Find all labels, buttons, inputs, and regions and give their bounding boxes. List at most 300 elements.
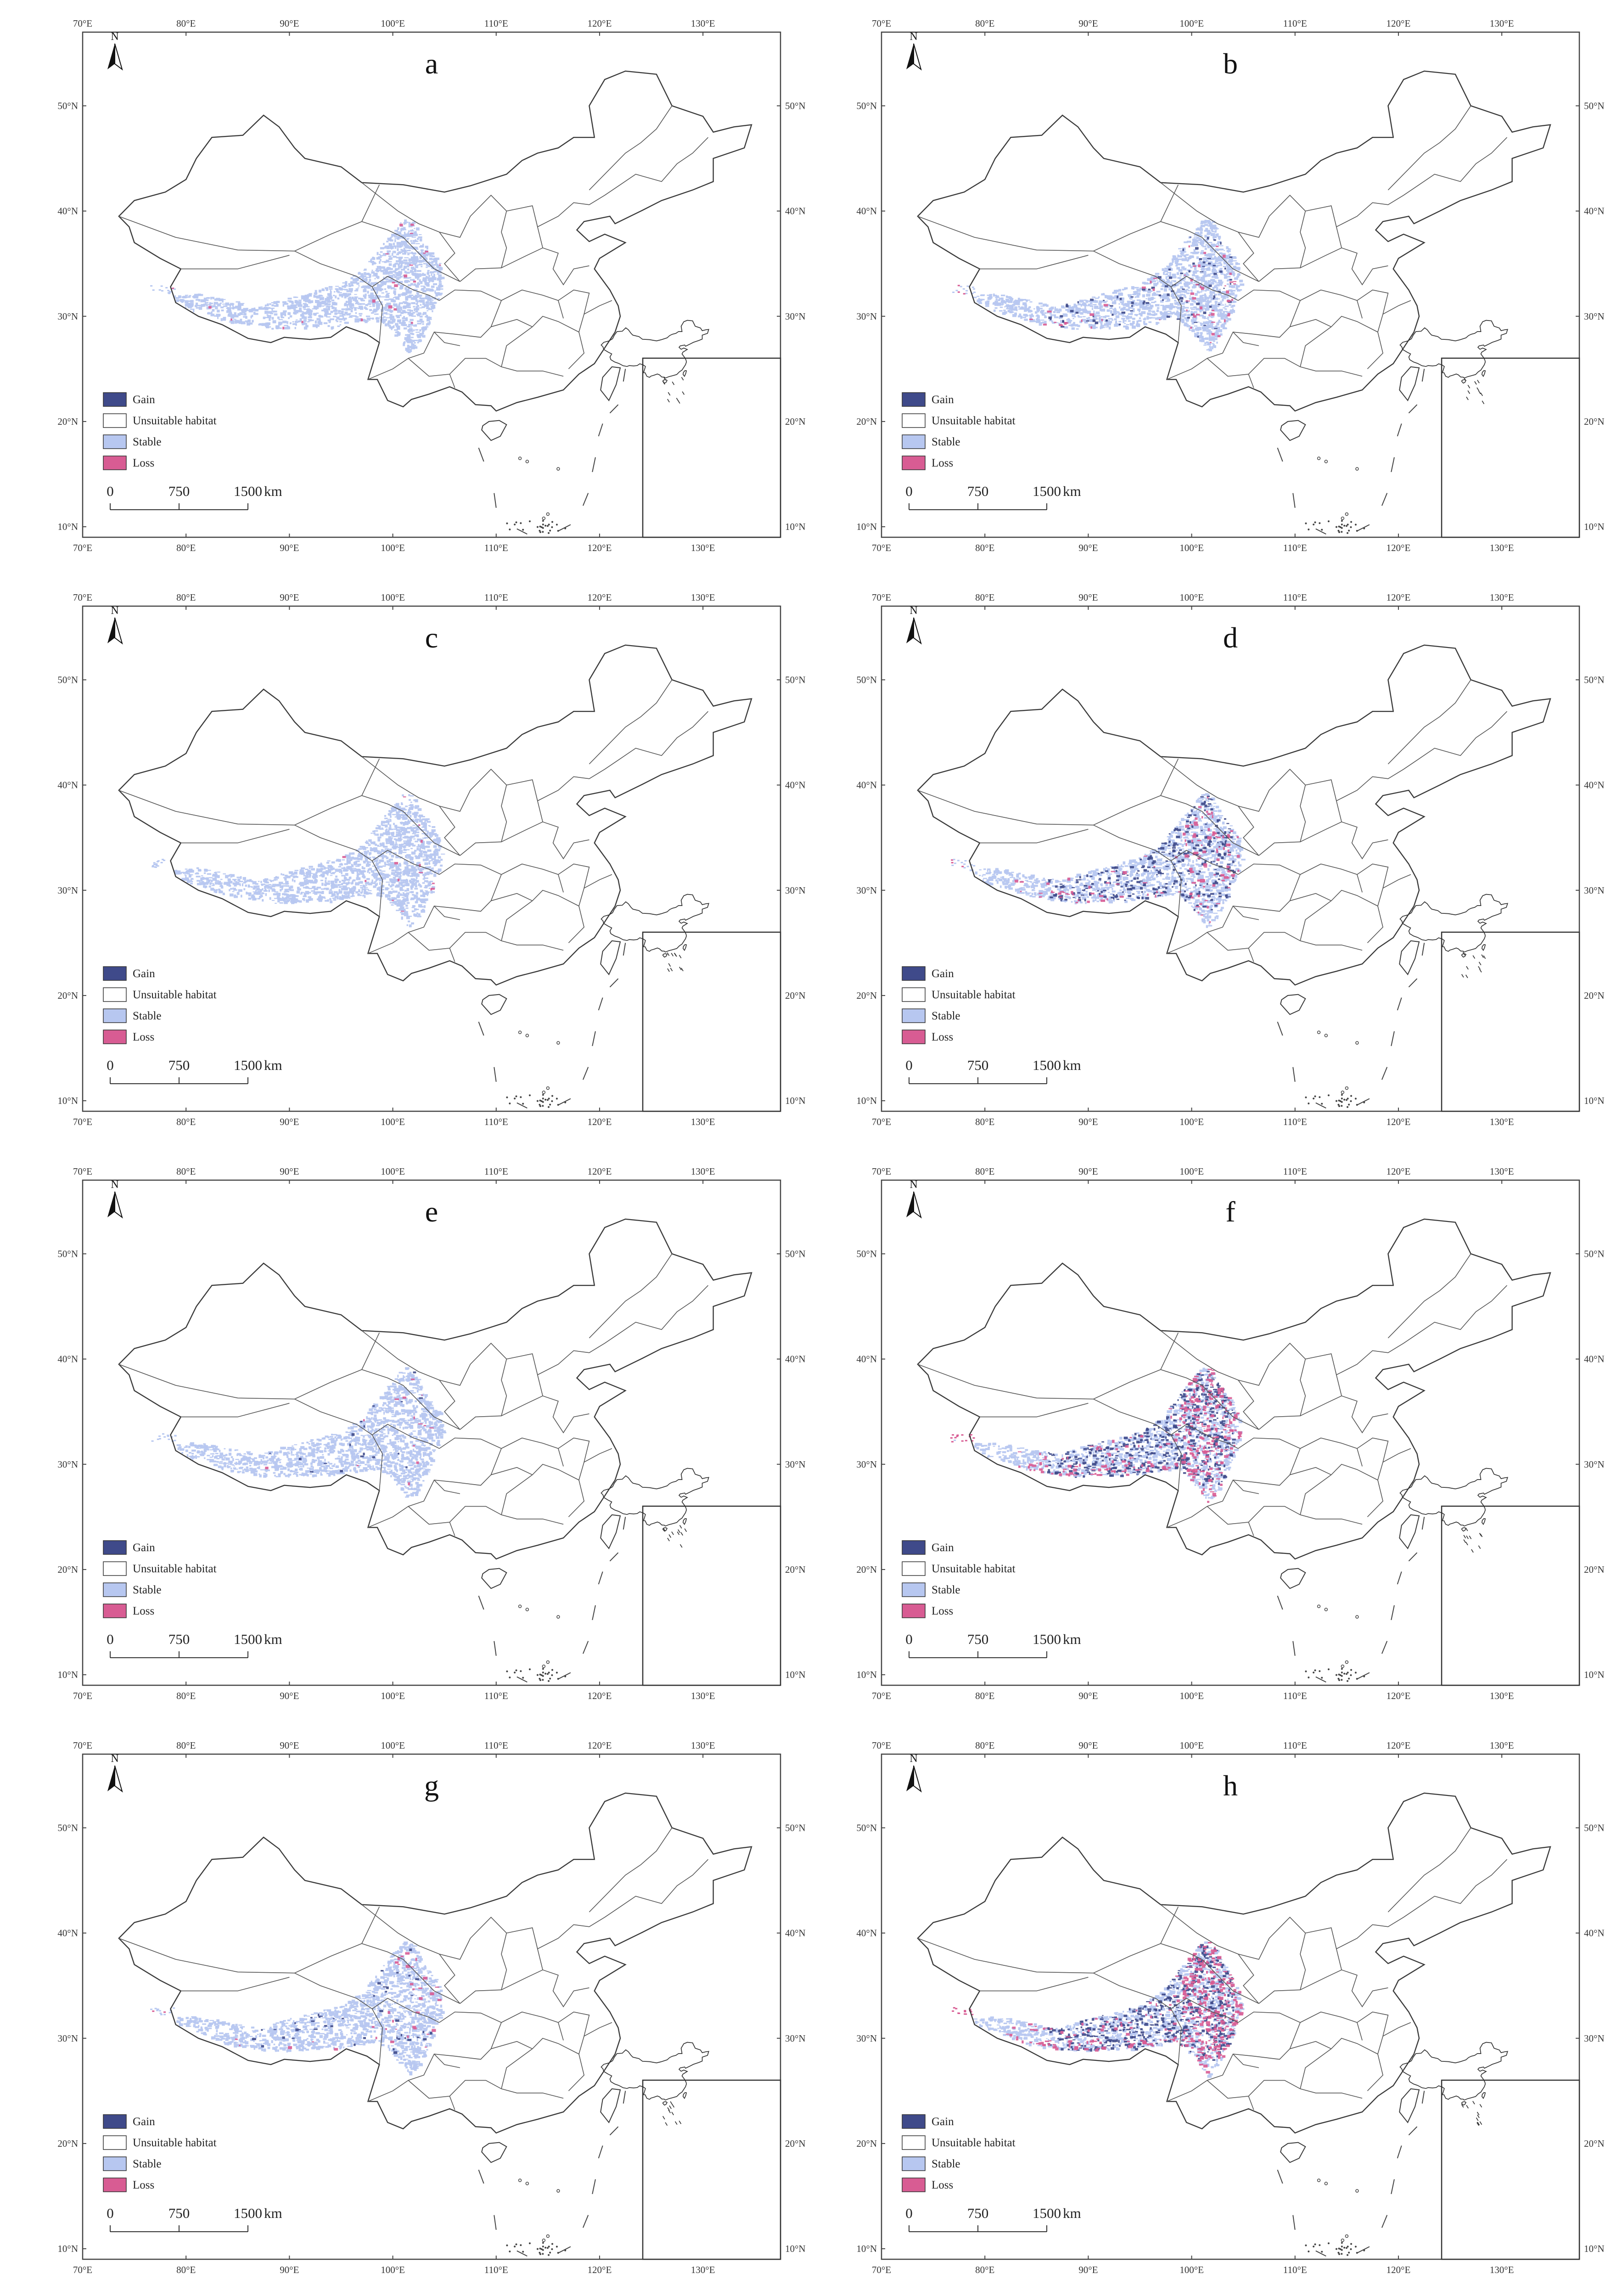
stable-cell	[229, 321, 231, 322]
stable-cell	[344, 303, 347, 305]
stable-cell	[379, 254, 381, 255]
x-tick-label-top: 110°E	[484, 592, 508, 603]
stable-cell	[415, 329, 418, 331]
stable-cell	[395, 332, 398, 333]
stable-cell	[343, 318, 345, 321]
stable-cell	[1218, 280, 1221, 281]
stable-cell	[367, 850, 369, 853]
stable-cell	[1031, 310, 1033, 312]
stable-cell	[1204, 235, 1207, 237]
stable-cell	[1235, 262, 1238, 265]
stable-cell	[196, 307, 199, 309]
stable-cell	[285, 881, 289, 883]
stable-cell	[373, 885, 376, 888]
stable-cell	[402, 794, 404, 796]
stable-cell	[1130, 316, 1132, 319]
stable-cell	[412, 253, 416, 254]
stable-cell	[1219, 245, 1223, 246]
stable-cell	[1020, 318, 1022, 319]
stable-cell	[1176, 284, 1179, 286]
stable-cell	[229, 874, 230, 877]
stable-cell	[376, 257, 381, 260]
stable-cell	[421, 286, 425, 287]
stable-cell	[1166, 306, 1169, 308]
stable-cell	[317, 325, 320, 327]
stable-cell	[1172, 297, 1174, 299]
stable-cell	[271, 302, 274, 303]
gain-cell	[1086, 321, 1089, 322]
stable-cell	[1123, 307, 1126, 309]
stable-cell	[249, 309, 250, 311]
stable-cell	[185, 295, 188, 296]
gain-cell	[1194, 322, 1197, 323]
stable-cell	[358, 287, 359, 288]
stable-cell	[1202, 257, 1207, 259]
stable-cell	[387, 293, 390, 294]
stable-cell	[387, 314, 390, 315]
stable-cell	[269, 318, 270, 321]
stable-cell	[1215, 260, 1219, 261]
island-dot	[506, 523, 508, 524]
stable-cell	[1197, 227, 1199, 230]
stable-cell	[407, 254, 410, 255]
stable-cell	[1003, 310, 1006, 311]
loss-cell	[1190, 326, 1192, 329]
stable-cell	[419, 850, 423, 852]
stable-cell	[1238, 269, 1241, 270]
stable-cell	[432, 259, 436, 260]
stable-cell	[390, 819, 391, 822]
stable-cell	[280, 889, 281, 892]
loss-cell	[393, 308, 397, 310]
stable-cell	[406, 317, 408, 321]
stable-cell	[331, 326, 333, 330]
stable-cell	[1223, 328, 1227, 329]
stable-cell	[413, 260, 415, 262]
stable-cell	[391, 236, 393, 237]
stable-cell	[344, 863, 348, 865]
stable-cell	[326, 288, 328, 291]
gain-cell	[1189, 270, 1190, 273]
stable-cell	[1054, 316, 1059, 318]
stable-cell	[333, 899, 337, 900]
y-tick-label-right: 30°N	[785, 310, 806, 322]
stable-cell	[406, 907, 409, 909]
stable-cell	[268, 311, 273, 314]
stable-cell	[349, 304, 352, 307]
stable-cell	[399, 887, 403, 889]
stable-cell	[1065, 309, 1068, 311]
stable-cell	[1186, 272, 1188, 274]
stable-cell	[333, 310, 338, 312]
legend-swatch-1	[103, 414, 126, 428]
stable-cell	[416, 877, 418, 879]
stable-cell	[159, 289, 161, 291]
stable-cell	[382, 293, 384, 294]
stable-cell	[411, 878, 415, 881]
stable-cell	[432, 310, 433, 312]
stable-cell	[384, 261, 387, 263]
legend-label-2: Stable	[133, 436, 162, 448]
stable-cell	[410, 848, 413, 850]
loss-cell	[410, 233, 413, 234]
stable-cell	[346, 883, 348, 885]
stable-cell	[431, 286, 435, 288]
stable-cell	[1196, 276, 1200, 279]
gain-cell	[1196, 303, 1200, 305]
stable-cell	[1100, 327, 1103, 329]
stable-cell	[441, 277, 444, 279]
stable-cell	[174, 295, 176, 298]
loss-cell	[1211, 322, 1215, 323]
stable-cell	[1107, 310, 1110, 312]
stable-cell	[331, 886, 335, 889]
stable-cell	[393, 270, 396, 273]
stable-cell	[1147, 313, 1151, 314]
stable-cell	[377, 252, 379, 255]
stable-cell	[386, 882, 390, 883]
stable-cell	[390, 310, 392, 313]
stable-cell	[415, 832, 416, 833]
stable-cell	[434, 290, 436, 293]
stable-cell	[385, 271, 389, 273]
stable-cell	[429, 833, 431, 836]
stable-cell	[229, 308, 231, 311]
stable-cell	[1240, 283, 1244, 286]
stable-cell	[293, 309, 296, 311]
loss-cell	[1190, 293, 1195, 295]
stable-cell	[339, 318, 343, 321]
stable-cell	[1039, 308, 1043, 309]
stable-cell	[339, 321, 342, 322]
stable-cell	[1192, 321, 1195, 325]
stable-cell	[1170, 303, 1173, 306]
stable-cell	[356, 282, 359, 285]
stable-cell	[1037, 315, 1040, 319]
stable-cell	[270, 308, 275, 309]
stable-cell	[408, 330, 410, 333]
stable-cell	[421, 249, 424, 252]
loss-cell	[1233, 283, 1236, 284]
stable-cell	[1157, 307, 1159, 309]
stable-cell	[1157, 310, 1159, 312]
loss-cell	[1159, 319, 1161, 320]
stable-cell	[334, 291, 335, 293]
stable-cell	[1093, 310, 1095, 313]
stable-cell	[414, 888, 418, 890]
stable-cell	[385, 876, 389, 878]
stable-cell	[327, 867, 330, 868]
stable-cell	[1107, 324, 1109, 326]
island-dot	[1321, 529, 1323, 531]
stable-cell	[1137, 324, 1140, 327]
stable-cell	[295, 327, 296, 329]
stable-cell	[1224, 305, 1229, 307]
stable-cell	[228, 315, 230, 316]
gain-cell	[1207, 237, 1209, 239]
stable-cell	[426, 267, 428, 268]
stable-cell	[412, 236, 416, 237]
stable-cell	[419, 819, 421, 822]
stable-cell	[394, 239, 396, 242]
stable-cell	[284, 891, 286, 893]
stable-cell	[365, 286, 368, 287]
stable-cell	[348, 288, 353, 291]
x-tick-label-top: 80°E	[176, 592, 196, 603]
stable-cell	[363, 270, 365, 271]
stable-cell	[1157, 291, 1161, 293]
stable-cell	[1098, 296, 1100, 298]
stable-cell	[421, 327, 426, 330]
stable-cell	[1201, 334, 1202, 336]
stable-cell	[271, 304, 274, 307]
stable-cell	[401, 822, 403, 825]
stable-cell	[217, 872, 220, 873]
stable-cell	[364, 272, 366, 275]
stable-cell	[296, 320, 298, 321]
stable-cell	[1001, 299, 1004, 302]
stable-cell	[1206, 342, 1208, 343]
island-dot	[1340, 526, 1342, 528]
stable-cell	[1197, 279, 1200, 280]
stable-cell	[177, 299, 180, 301]
stable-cell	[1203, 281, 1207, 282]
stable-cell	[1196, 308, 1200, 311]
stable-cell	[305, 303, 307, 304]
stable-cell	[1128, 320, 1131, 322]
stable-cell	[1178, 263, 1182, 264]
gain-cell	[1106, 320, 1108, 322]
stable-cell	[218, 889, 220, 890]
stable-cell	[1226, 258, 1230, 259]
stable-cell	[1152, 280, 1156, 282]
stable-cell	[201, 875, 203, 876]
stable-cell	[402, 808, 404, 811]
gain-cell	[1224, 288, 1225, 289]
stable-cell	[390, 862, 393, 863]
stable-cell	[306, 309, 310, 311]
stable-cell	[410, 891, 414, 893]
stable-cell	[436, 289, 440, 290]
stable-cell	[364, 887, 368, 888]
stable-cell	[400, 246, 402, 248]
stable-cell	[426, 283, 430, 286]
stable-cell	[390, 812, 393, 813]
stable-cell	[401, 917, 403, 920]
stable-cell	[422, 900, 424, 902]
stable-cell	[409, 234, 412, 236]
stable-cell	[408, 306, 411, 308]
stable-cell	[232, 304, 234, 305]
stable-cell	[383, 243, 385, 245]
stable-cell	[401, 285, 403, 288]
stable-cell	[351, 315, 353, 316]
stable-cell	[438, 848, 441, 849]
stable-cell	[264, 878, 268, 881]
legend-label-3: Loss	[932, 457, 954, 469]
stable-cell	[292, 878, 294, 881]
stable-cell	[334, 312, 337, 315]
stable-cell	[1155, 273, 1159, 275]
stable-cell	[439, 283, 442, 285]
stable-cell	[1126, 317, 1128, 319]
stable-cell	[412, 312, 415, 314]
stable-cell	[386, 841, 387, 844]
stable-cell	[397, 227, 399, 230]
stable-cell	[1170, 281, 1173, 284]
stable-cell	[359, 313, 362, 315]
stable-cell	[1002, 312, 1005, 314]
stable-cell	[1023, 314, 1027, 316]
stable-cell	[376, 303, 381, 306]
stable-cell	[303, 323, 307, 325]
stable-cell	[1140, 314, 1142, 316]
stable-cell	[965, 293, 967, 294]
stable-cell	[344, 322, 349, 324]
island-dot	[1350, 521, 1352, 523]
stable-cell	[1220, 301, 1223, 302]
stable-cell	[1200, 273, 1204, 274]
stable-cell	[409, 924, 412, 927]
stable-cell	[231, 315, 235, 318]
loss-cell	[394, 284, 398, 287]
x-tick-label-top: 100°E	[381, 592, 405, 603]
stable-cell	[355, 303, 358, 304]
stable-cell	[247, 892, 252, 895]
island-dot	[522, 529, 524, 531]
stable-cell	[1223, 311, 1225, 314]
stable-cell	[429, 280, 432, 282]
gain-cell	[1066, 305, 1069, 307]
stable-cell	[283, 310, 286, 313]
stable-cell	[404, 327, 407, 330]
stable-cell	[326, 872, 328, 875]
stable-cell	[425, 878, 428, 879]
loss-cell	[1211, 313, 1214, 315]
stable-cell	[1181, 320, 1185, 321]
stable-cell	[369, 868, 372, 870]
stable-cell	[1199, 262, 1202, 264]
stable-cell	[279, 319, 283, 320]
stable-cell	[383, 312, 387, 314]
stable-cell	[265, 893, 267, 896]
stable-cell	[963, 288, 965, 290]
stable-cell	[395, 816, 397, 818]
scale-label-0: 0	[905, 483, 913, 499]
stable-cell	[401, 264, 403, 266]
island-dot	[1328, 520, 1330, 522]
stable-cell	[1211, 336, 1215, 338]
stable-cell	[392, 246, 395, 248]
inset-frame	[643, 358, 780, 537]
stable-cell	[189, 875, 191, 878]
stable-cell	[400, 828, 404, 830]
stable-cell	[1233, 266, 1236, 269]
stable-cell	[1174, 300, 1176, 302]
stable-cell	[1213, 226, 1215, 227]
stable-cell	[301, 295, 305, 298]
stable-cell	[352, 880, 354, 884]
stable-cell	[1169, 272, 1171, 275]
stable-cell	[271, 328, 274, 330]
stable-cell	[1092, 308, 1093, 310]
stable-cell	[1195, 293, 1198, 296]
stable-cell	[204, 872, 206, 874]
stable-cell	[1142, 282, 1146, 284]
stable-cell	[440, 859, 443, 861]
stable-cell	[410, 310, 413, 312]
stable-cell	[380, 251, 383, 253]
loss-cell	[1189, 245, 1190, 247]
stable-cell	[190, 309, 195, 310]
stable-cell	[393, 875, 395, 876]
loss-cell	[1142, 287, 1146, 289]
gain-cell	[1230, 279, 1232, 281]
stable-cell	[1198, 237, 1201, 239]
stable-cell	[309, 301, 311, 304]
stable-cell	[273, 320, 276, 323]
stable-cell	[372, 879, 373, 882]
stable-cell	[1229, 304, 1231, 306]
stable-cell	[241, 321, 246, 325]
stable-cell	[427, 306, 428, 310]
stable-cell	[269, 884, 272, 885]
stable-cell	[368, 318, 372, 319]
stable-cell	[395, 323, 399, 326]
stable-cell	[1188, 290, 1190, 292]
map-svg	[18, 5, 806, 556]
stable-cell	[438, 856, 441, 858]
stable-cell	[1079, 304, 1083, 305]
x-tick-label-bottom: 90°E	[1078, 542, 1098, 553]
stable-cell	[366, 315, 370, 317]
stable-cell	[1135, 297, 1136, 298]
loss-cell	[425, 251, 428, 253]
gain-cell	[1213, 239, 1216, 241]
stable-cell	[377, 846, 381, 847]
x-tick-label-top: 100°E	[381, 18, 405, 29]
stable-cell	[195, 305, 197, 307]
stable-cell	[1184, 242, 1188, 243]
loss-cell	[1054, 322, 1056, 323]
stable-cell	[345, 873, 348, 876]
stable-cell	[347, 887, 350, 889]
stable-cell	[277, 900, 280, 902]
stable-cell	[348, 298, 351, 299]
stable-cell	[411, 315, 416, 317]
stable-cell	[358, 308, 361, 309]
stable-cell	[416, 292, 419, 294]
stable-cell	[359, 846, 363, 848]
stable-cell	[416, 334, 421, 336]
stable-cell	[424, 851, 427, 854]
gain-cell	[1131, 296, 1134, 298]
stable-cell	[1179, 313, 1182, 315]
stable-cell	[383, 253, 386, 256]
stable-cell	[352, 868, 357, 869]
stable-cell	[1237, 274, 1240, 276]
stable-cell	[439, 263, 442, 264]
stable-cell	[398, 295, 400, 296]
stable-cell	[358, 286, 360, 287]
legend-swatch-2	[103, 435, 126, 449]
stable-cell	[960, 286, 962, 287]
stable-cell	[1233, 260, 1237, 261]
loss-cell	[410, 224, 414, 226]
stable-cell	[400, 222, 401, 223]
stable-cell	[414, 228, 415, 229]
stable-cell	[427, 895, 428, 896]
